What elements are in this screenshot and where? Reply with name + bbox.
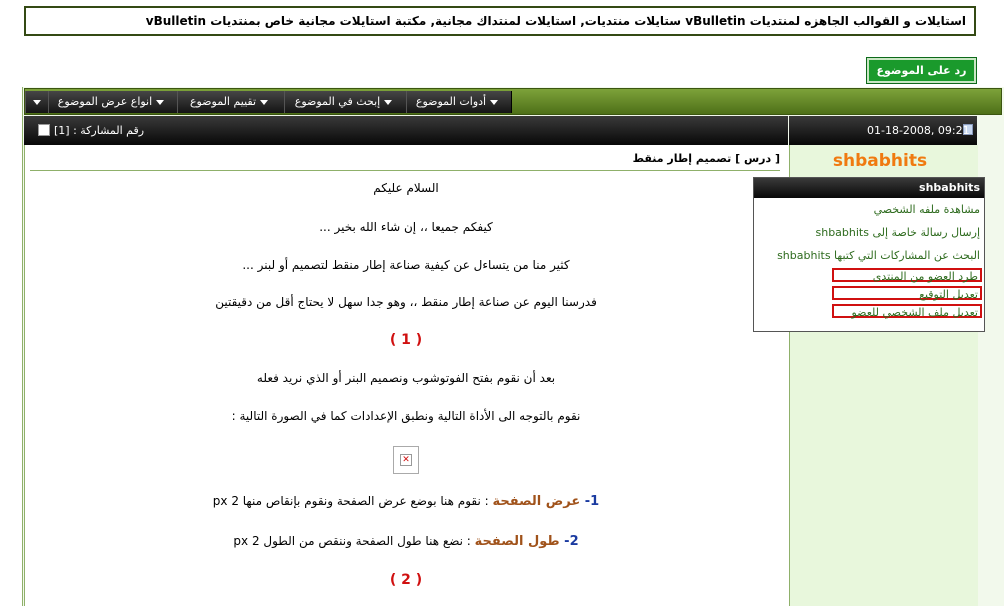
reply-to-thread-button[interactable]: رد على الموضوع (867, 58, 976, 83)
post-header (24, 116, 788, 145)
post-date: 01-18-2008, 09:21 (867, 124, 970, 137)
post-line-4: فدرسنا اليوم عن صناعة إطار منقط ،، وهو جدا سهل لا يحتاج أقل من دقيقتين (215, 295, 597, 309)
author-username[interactable]: shbabhits (832, 151, 928, 171)
chevron-down-icon (156, 100, 164, 105)
chevron-down-icon (33, 100, 41, 105)
post-number: رقم المشاركة : [1] (54, 124, 145, 137)
step-number-2: ( 2 ) (389, 572, 423, 588)
post-line-6: نقوم بالتوجه الى الأداة التالية ونطبق الإعدادات كما في الصورة التالية : (231, 409, 581, 423)
tab-display-modes[interactable]: انواع عرض الموضوع (48, 91, 178, 113)
broken-image-placeholder (393, 446, 419, 474)
chevron-down-icon (260, 100, 268, 105)
post-title: [ درس ] تصميم إطار منقط (632, 152, 780, 165)
select-post-checkbox[interactable] (38, 124, 50, 136)
tab-thread-tools[interactable]: أدوات الموضوع (406, 91, 512, 113)
popup-title: shbabhits (754, 178, 984, 198)
item-2: 2- طول الصفحة : نضع هنا طول الصفحة وننقص من الطول 2 px (233, 534, 579, 549)
edit-signature-link[interactable]: تعديل التوقيع (832, 286, 982, 300)
step-number-1: ( 1 ) (389, 332, 423, 348)
post-line-greeting: السلام عليكم (373, 181, 439, 195)
edit-profile-link[interactable]: تعديل ملف الشخصي للعضو (832, 304, 982, 318)
view-profile-link[interactable]: مشاهدة ملفه الشخصي (873, 203, 980, 216)
tab-search-thread[interactable]: إبحث في الموضوع (284, 91, 407, 113)
chevron-down-icon (384, 100, 392, 105)
tab-rate-thread[interactable]: تقييم الموضوع (177, 91, 285, 113)
thread-toolbar (24, 88, 1002, 115)
site-title: استايلات و القوالب الجاهزه لمنتديات vBulletin ستايلات منتديات, استايلات لمنتداك مجانية, مكتبة استايلات مجانية خاص بمنتديات vBulletin (145, 14, 966, 28)
ban-user-link[interactable]: طرد العضو من المنتدى (832, 268, 982, 282)
title-divider (30, 170, 780, 171)
toolbar-menu-button[interactable] (25, 91, 49, 113)
post-line-3: كثير منا من يتساءل عن كيفية صناعة إطار منقط لتصميم أو لبنر ... (242, 258, 570, 272)
item-1: 1- عرض الصفحة : نقوم هنا بوضع عرض الصفحة ونقوم بإنقاص منها 2 px (212, 494, 600, 509)
user-menu-popup (753, 177, 985, 332)
find-posts-link[interactable]: البحث عن المشاركات التي كتبها shbabhits (777, 249, 980, 262)
post-line-2: كيفكم جميعا ،، إن شاء الله بخير ... (319, 220, 493, 234)
send-pm-link[interactable]: إرسال رسالة خاصة إلى shbabhits (815, 226, 980, 239)
chevron-down-icon (490, 100, 498, 105)
post-line-5: بعد أن نقوم بفتح الفوتوشوب ونصميم البنر أو الذي نريد فعله (256, 371, 556, 385)
post-date-header (789, 116, 977, 145)
site-title-banner (24, 6, 976, 36)
broken-image-icon: ✕ (400, 454, 412, 466)
